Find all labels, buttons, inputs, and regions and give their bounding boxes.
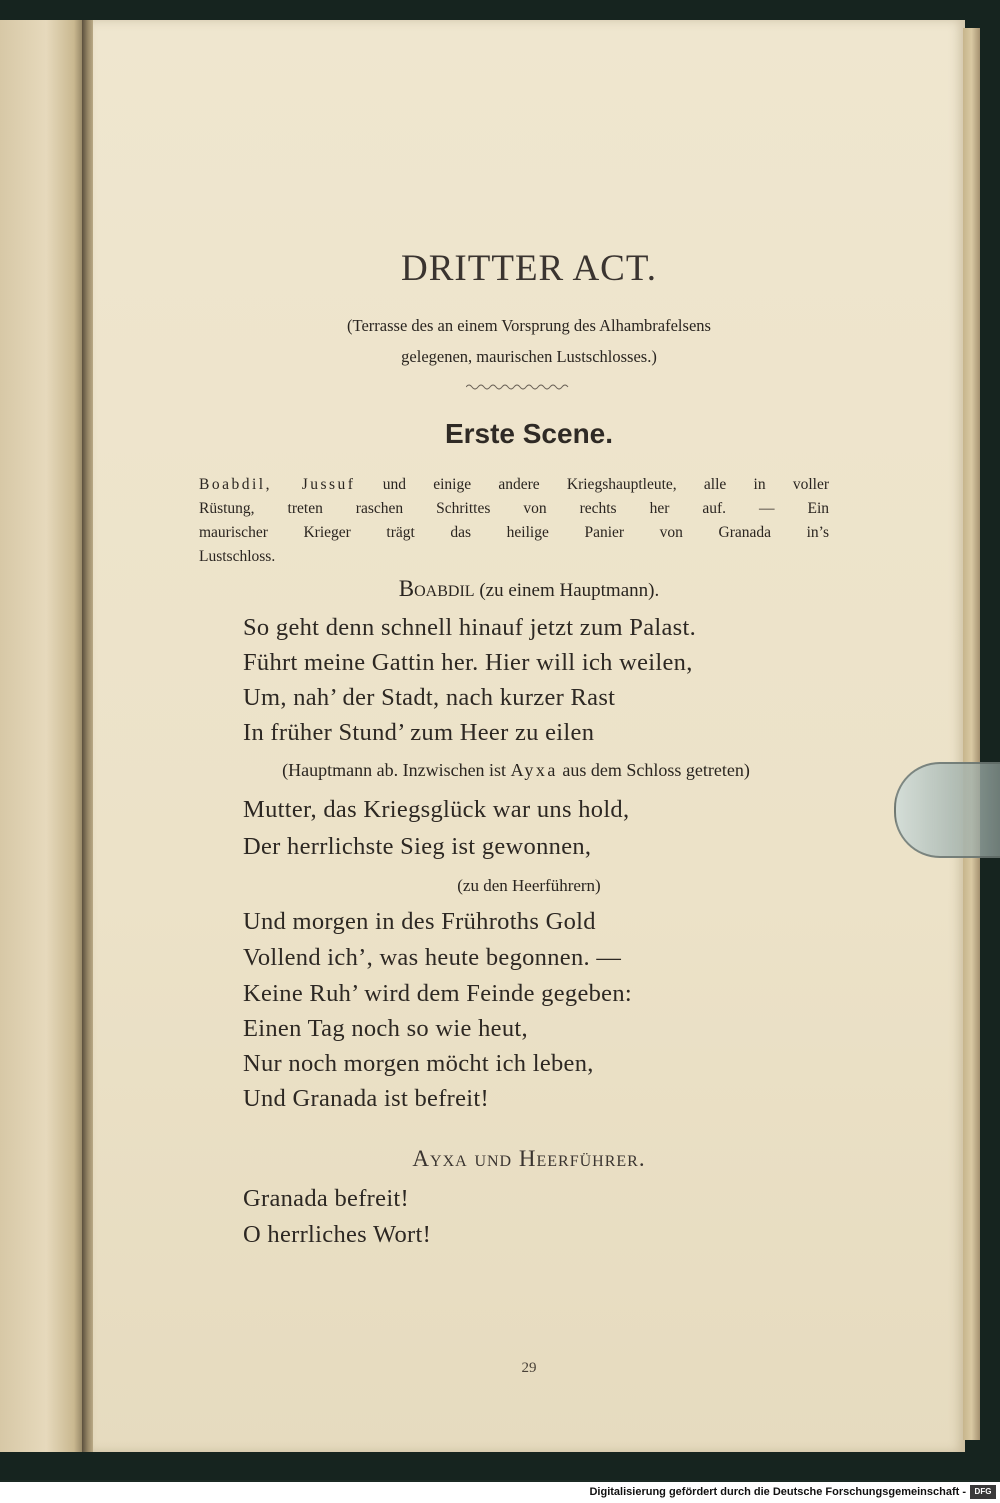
digitization-footer	[0, 1482, 1000, 1503]
page-number: 29	[521, 1360, 537, 1376]
wavy-ornament	[466, 383, 570, 391]
stage-direction-text: aus dem Schloss getreten)	[557, 760, 750, 780]
stage-direction-names: Boabdil, Jussuf	[199, 476, 356, 493]
stage-direction-ayxa	[186, 760, 846, 781]
stage-direction-heerfuehrer: (zu den Heerführern)	[457, 876, 601, 895]
dfg-logo: DFG	[970, 1485, 996, 1499]
verse-line: In früher Stund’ zum Heer zu eilen	[243, 719, 595, 746]
page-stack-edge	[963, 28, 980, 1440]
verse-line: O herrliches Wort!	[243, 1221, 432, 1248]
stage-direction-name: Ayxa	[510, 760, 558, 780]
facing-page-edge	[0, 20, 84, 1452]
stage-direction-line-4: Lustschloss.	[199, 548, 276, 565]
setting-line-2: gelegenen, maurischen Lustschlosses.)	[401, 347, 657, 366]
verse-line: Der herrlichste Sieg ist gewonnen,	[243, 833, 592, 860]
verse-line: Führt meine Gattin her. Hier will ich weilen,	[243, 649, 693, 676]
stage-direction-text: und einige andere Kriegshauptleute, alle in voller	[355, 476, 829, 493]
act-title: DRITTER ACT.	[401, 248, 657, 289]
verse-line: Granada befreit!	[243, 1185, 409, 1212]
verse-line: Nur noch morgen möcht ich leben,	[243, 1050, 594, 1077]
stage-direction-line-2: Rüstung, treten raschen Schrittes von rechts her auf. — Ein	[199, 500, 829, 517]
verse-line: Vollend ich’, was heute begonnen. —	[243, 944, 622, 971]
verse-line: So geht denn schnell hinauf jetzt zum Palast.	[243, 614, 697, 641]
verse-line: Keine Ruh’ wird dem Feinde gegeben:	[243, 980, 633, 1007]
speaker-direction: (zu einem Hauptmann).	[474, 580, 660, 601]
verse-line: Um, nah’ der Stadt, nach kurzer Rast	[243, 684, 616, 711]
footer-credit: Digitalisierung gefördert durch die Deutsche Forschungsgemeinschaft -	[589, 1486, 966, 1498]
verse-line: Und morgen in des Frühroths Gold	[243, 908, 596, 935]
speaker-name: Boabdil	[398, 576, 475, 601]
stage-direction-line-1	[199, 476, 829, 494]
verse-line: Mutter, das Kriegsglück war uns hold,	[243, 796, 630, 823]
stage-direction-text: (Hauptmann ab. Inzwischen ist	[282, 760, 511, 780]
speaker-heading-boabdil	[93, 576, 965, 602]
page-clamp	[894, 762, 1000, 858]
verse-line: Und Granada ist befreit!	[243, 1085, 489, 1112]
setting-line-1: (Terrasse des an einem Vorsprung des Alhambrafelsens	[347, 316, 711, 335]
stage-direction-line-3: maurischer Krieger trägt das heilige Panier von Granada in’s	[199, 524, 829, 541]
verse-line: Einen Tag noch so wie heut,	[243, 1015, 528, 1042]
speaker-heading-ayxa-heerfuehrer: Ayxa und Heerführer.	[412, 1146, 646, 1171]
scene-title: Erste Scene.	[444, 418, 614, 449]
